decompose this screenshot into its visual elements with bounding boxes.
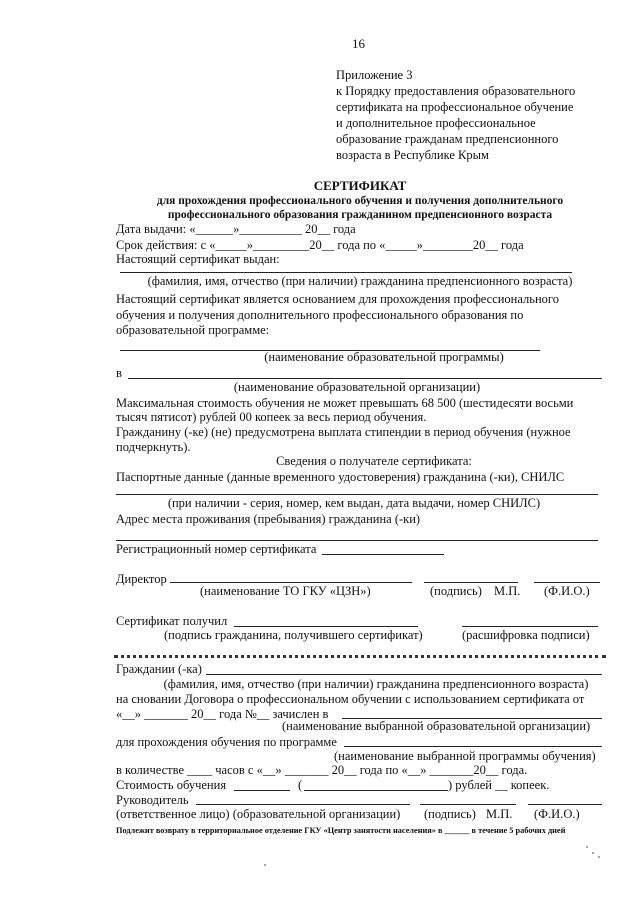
fio-line	[120, 272, 572, 273]
program-caption: (наименование образовательной программы)	[264, 350, 504, 364]
fio-short-caption: (Ф.И.О.)	[544, 584, 590, 598]
page-number: 16	[352, 36, 365, 51]
head-name-line	[196, 804, 410, 805]
hours-text: в количестве ____ часов с «__» _______ 20__ года по «__» _______20__ года.	[116, 763, 528, 777]
cost-amount-line	[234, 790, 290, 791]
chosen-program-line	[344, 746, 602, 747]
basis-text: Настоящий сертификат является основанием для прохождения профессионального	[116, 292, 559, 306]
head-fio-line	[528, 804, 602, 805]
appendix-line: возраста в Республике Крым	[336, 148, 489, 162]
tear-off-line	[114, 655, 606, 658]
head-stamp-place: М.П.	[486, 807, 513, 821]
chosen-program-caption: (наименование выбранной программы обучения)	[334, 749, 596, 763]
stipend-text: Гражданину (-ке) (не) предусмотрена выплата стипендии в период обучения (нужное	[116, 425, 571, 439]
head-fio-caption: (Ф.И.О.)	[534, 807, 580, 821]
fio-caption: (фамилия, имя, отчество (при наличии) гражданина предпенсионного возраста)	[147, 274, 573, 288]
scan-speck	[598, 856, 600, 858]
program-label: для прохождения обучения по программе	[116, 735, 337, 749]
head-caption: (ответственное лицо) (образовательной организации)	[116, 807, 401, 821]
max-cost-text: тысяч пятисот) рублей 00 копеек за весь период обучения.	[116, 410, 427, 424]
issued-to-label: Настоящий сертификат выдан:	[116, 252, 280, 266]
citizen-caption: (фамилия, имя, отчество (при наличии) гражданина предпенсионного возраста)	[163, 677, 589, 691]
director-caption: (наименование ТО ГКУ «ЦЗН»)	[200, 584, 371, 598]
enrolled-text: «__» _______ 20__ года №__ зачислен в	[116, 707, 329, 721]
in-label: в	[116, 366, 122, 380]
appendix-line: и дополнительное профессиональное	[336, 116, 536, 130]
certificate-subtitle: для прохождения профессионального обучения и получения дополнительного	[156, 195, 564, 207]
director-label: Директор	[116, 572, 167, 586]
address-label: Адрес места проживания (пребывания) гражданина (-ки)	[116, 512, 421, 526]
reg-number-line	[322, 554, 444, 555]
validity-period: Срок действия: с «_____»_________20__ года по «_____»________20__ года	[116, 238, 524, 252]
scan-speck	[264, 864, 266, 866]
address-line	[116, 540, 598, 541]
max-cost-text: Максимальная стоимость обучения не может превышать 68 500 (шестидесяти восьми	[116, 396, 574, 410]
received-signature-line	[234, 626, 418, 627]
reg-number-label: Регистрационный номер сертификата	[116, 542, 317, 556]
head-signature-caption: (подпись)	[424, 807, 476, 821]
received-label: Сертификат получил	[116, 614, 228, 628]
passport-caption: (при наличии - серия, номер, кем выдан, дата выдачи, номер СНИЛС)	[167, 496, 541, 510]
contract-text: на сновании Договора о профессиональном обучении с использованием сертификата от	[116, 692, 585, 706]
organization-caption: (наименование образовательной организации)	[233, 380, 481, 394]
scan-speck	[586, 846, 588, 848]
citizen-line	[206, 674, 602, 675]
basis-text: образовательной программе:	[116, 323, 270, 337]
director-signature-line	[424, 582, 518, 583]
head-signature-line	[420, 804, 516, 805]
citizen-label: Граждании (-ка)	[116, 662, 202, 676]
appendix-line: сертификата на профессиональное обучение	[336, 100, 574, 114]
footer-note: Подлежит возврату в территориальное отделение ГКУ «Центр занятости населения» в ______ в течение 5 рабочих дней	[116, 826, 566, 835]
received-decoding-line	[462, 626, 598, 627]
issue-date: Дата выдачи: «______»__________ 20__ года	[116, 222, 356, 236]
appendix-line: к Порядку предоставления образовательного	[336, 84, 576, 98]
basis-text: обучения и получения дополнительного профессионального образования по	[116, 308, 524, 322]
cost-words-line	[304, 790, 448, 791]
stipend-text: подчеркнуть).	[116, 440, 191, 454]
chosen-organization-caption: (наименование выбранной образовательной организации)	[282, 719, 591, 733]
certificate-subtitle: профессионального образования гражданином предпенсионного возраста	[167, 209, 553, 221]
passport-text: Паспортные данные (данные временного удостоверения) гражданина (-ки), СНИЛС	[116, 470, 565, 484]
passport-line	[116, 494, 598, 495]
cost-tail: ) рублей __ копеек.	[448, 778, 550, 792]
certificate-title: СЕРТИФИКАТ	[313, 178, 407, 193]
recipient-header: Сведения о получателе сертификата:	[276, 454, 472, 468]
head-label: Руководитель	[116, 793, 189, 807]
appendix-title: Приложение 3	[336, 68, 413, 82]
decoding-caption: (расшифровка подписи)	[462, 628, 590, 642]
cost-paren-open: (	[298, 778, 303, 792]
appendix-line: образование гражданам предпенсионного	[336, 132, 559, 146]
signature-caption: (подпись)	[430, 584, 482, 598]
scan-speck	[592, 852, 594, 854]
received-caption: (подпись гражданина, получившего сертификат)	[164, 628, 423, 642]
director-name-line	[170, 582, 412, 583]
director-fio-line	[534, 582, 600, 583]
organization-line	[128, 378, 602, 379]
cost-label: Стоимость обучения	[116, 778, 227, 792]
stamp-place: М.П.	[494, 584, 521, 598]
